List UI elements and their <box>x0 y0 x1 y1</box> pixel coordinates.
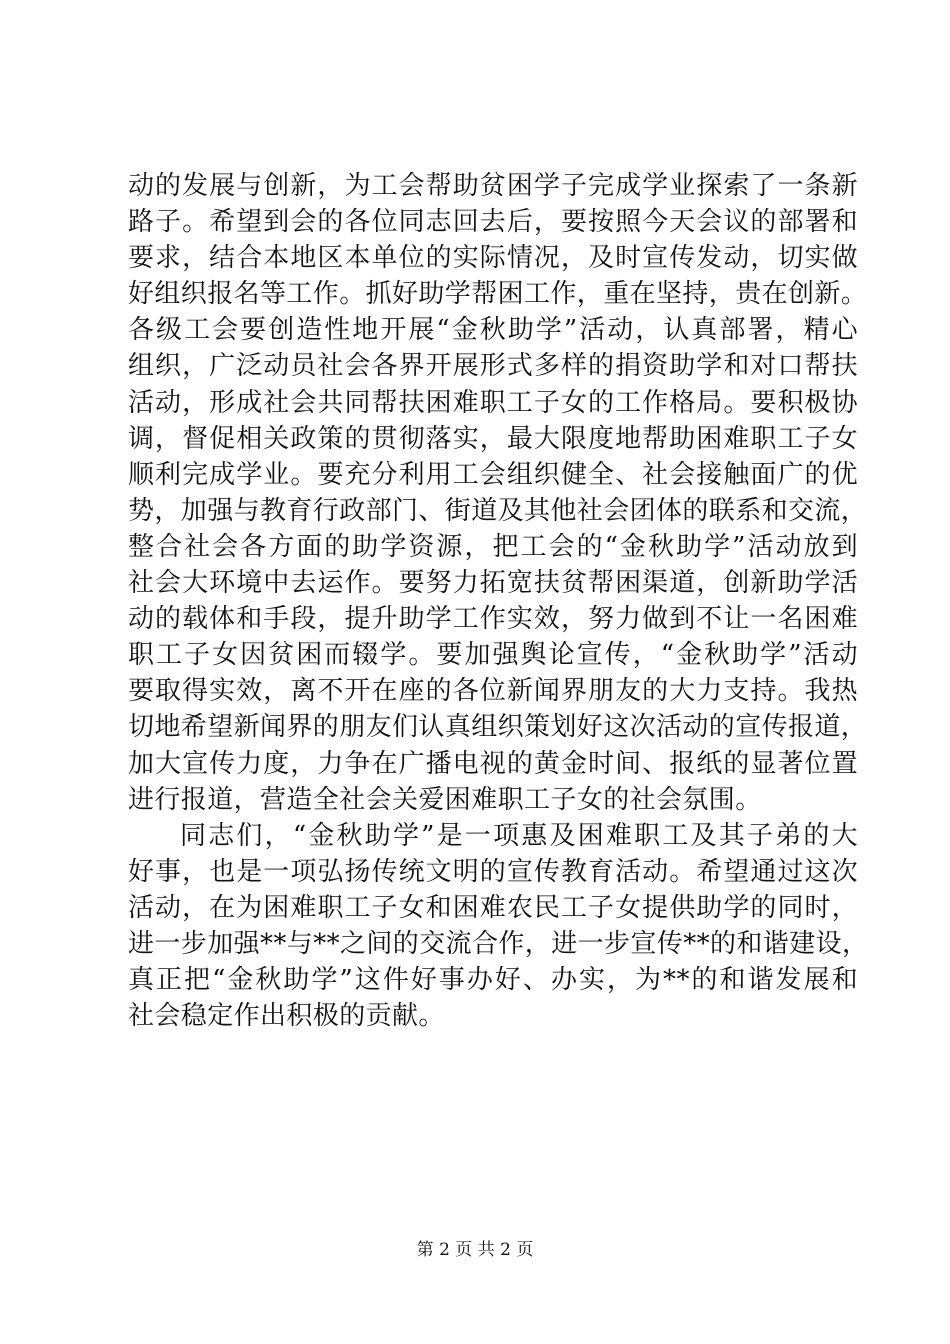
text-line: 好组织报名等工作。抓好助学帮困工作，重在坚持，贵在创新。 <box>128 279 868 310</box>
text-line: 势，加强与教育行政部门、街道及其他社会团体的联系和交流， <box>128 495 868 526</box>
text-line: 调，督促相关政策的贯彻落实，最大限度地帮助困难职工子女 <box>128 423 858 454</box>
text-line: 进一步加强**与**之间的交流合作，进一步宣传**的和谐建设， <box>128 928 869 959</box>
paragraph-2 <box>128 818 869 1035</box>
text-line: 要取得实效，离不开在座的各位新闻界朋友的大力支持。我热 <box>128 676 858 707</box>
text-line: 动的发展与创新，为工会帮助贫困学子完成学业探索了一条新 <box>128 171 858 201</box>
text-line: 各级工会要创造性地开展“金秋助学”活动，认真部署，精心 <box>128 315 858 346</box>
text-line: 组织，广泛动员社会各界开展形式多样的捐资助学和对口帮扶 <box>128 351 858 382</box>
text-line: 动的载体和手段，提升助学工作实效，努力做到不让一名困难 <box>128 604 858 635</box>
text-line: 加大宣传力度，力争在广播电视的黄金时间、报纸的显著位置 <box>128 748 858 779</box>
text-line: 真正把“金秋助学”这件好事办好、办实，为**的和谐发展和 <box>128 965 858 996</box>
page-number-footer: 第 2 页 共 2 页 <box>416 1240 534 1260</box>
text-line: 切地希望新闻界的朋友们认真组织策划好这次活动的宣传报道， <box>128 712 868 743</box>
text-line: 好事，也是一项弘扬传统文明的宣传教育活动。希望通过这次 <box>128 856 858 887</box>
text-line: 社会稳定作出积极的贡献。 <box>128 1001 445 1032</box>
text-line: 活动，形成社会共同帮扶困难职工子女的工作格局。要积极协 <box>128 387 858 418</box>
document-body <box>128 168 869 1034</box>
text-line: 整合社会各方面的助学资源，把工会的“金秋助学”活动放到 <box>128 531 858 562</box>
text-line: 路子。希望到会的各位同志回去后，要按照今天会议的部署和 <box>128 207 858 238</box>
text-line: 社会大环境中去运作。要努力拓宽扶贫帮困渠道，创新助学活 <box>128 568 858 599</box>
text-line: 要求，结合本地区本单位的实际情况，及时宣传发动，切实做 <box>128 243 858 274</box>
paragraph-1 <box>128 168 868 818</box>
text-line: 同志们，“金秋助学”是一项惠及困难职工及其子弟的大 <box>180 820 858 851</box>
text-line: 活动，在为困难职工子女和困难农民工子女提供助学的同时， <box>128 892 858 923</box>
text-line: 进行报道，营造全社会关爱困难职工子女的社会氛围。 <box>128 784 762 815</box>
text-line: 顺利完成学业。要充分利用工会组织健全、社会接触面广的优 <box>128 459 858 490</box>
text-line: 职工子女因贫困而辍学。要加强舆论宣传，“金秋助学”活动 <box>128 640 858 671</box>
